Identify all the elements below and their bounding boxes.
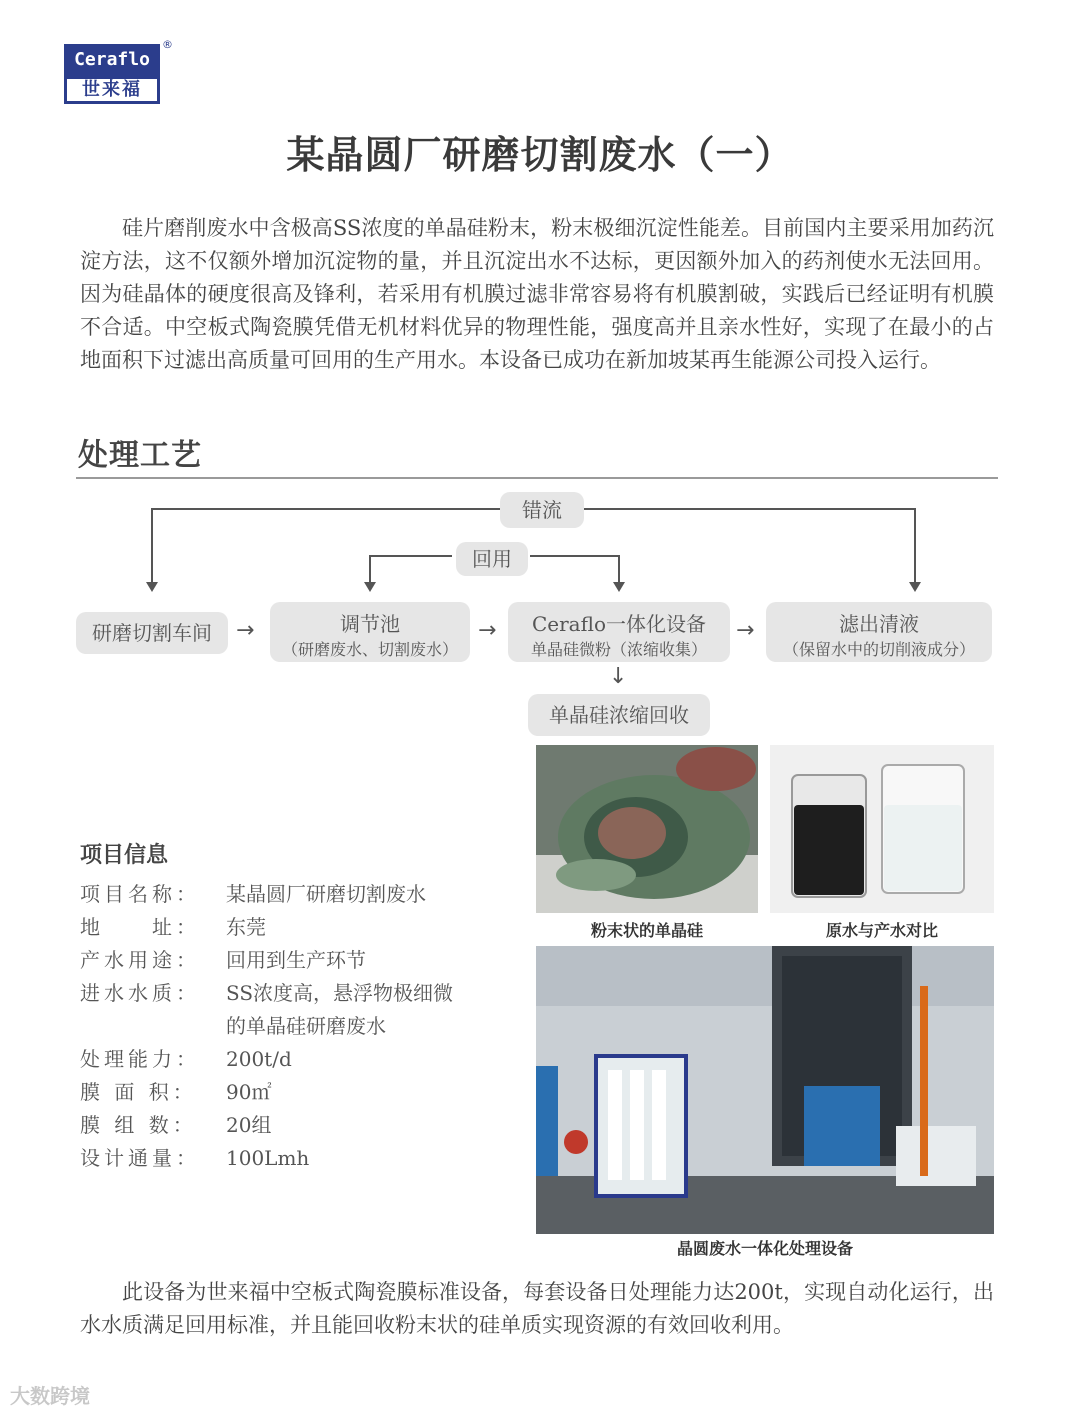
flow-step-workshop: 研磨切割车间 [76, 612, 228, 654]
info-key: 处理能力： [80, 1047, 200, 1071]
flow-label-reuse: 回用 [456, 542, 528, 576]
project-info-heading: 项目信息 [80, 842, 169, 868]
info-value: 200t/d [226, 1047, 292, 1071]
logo-wordmark: Ceraflo [64, 44, 160, 76]
info-key: 膜 面 积： [80, 1080, 197, 1104]
logo-chinese-name: 世来福 [64, 76, 160, 104]
info-key: 项目名称： [80, 882, 200, 906]
comparison-photo-caption: 原水与产水对比 [825, 921, 938, 940]
info-key: 产水用途： [80, 948, 200, 972]
info-value: 90㎡ [226, 1080, 272, 1104]
flow-arrow-3: → [736, 618, 755, 643]
equipment-photo-caption: 晶圆废水一体化处理设备 [676, 1239, 853, 1258]
info-value: 20组 [226, 1113, 272, 1137]
flow-label-cross-flow: 错流 [500, 492, 584, 528]
treatment-equipment-photo [536, 946, 994, 1234]
flow-step-ceraflo-unit [508, 602, 730, 662]
section-title: 处理工艺 [78, 438, 202, 473]
powder-photo-caption: 粉末状的单晶硅 [590, 921, 703, 940]
info-value: 某晶圆厂研磨切割废水 [226, 882, 426, 906]
flow-step3-main: Ceraflo一体化设备 [531, 612, 706, 636]
info-key: 地 址： [80, 915, 200, 939]
intro-paragraph: 硅片磨削废水中含极高SS浓度的单晶硅粉末，粉末极细沉淀性能差。目前国内主要采用加药沉淀方法，这不仅额外增加沉淀物的量，并且沉淀出水不达标，更因额外加入的药剂使水无法回用。因为硅晶体的硬度很高及锋利，若采用有机膜过滤非常容易将有机膜割破，实践后已经证明有机膜不合适。中空板式陶瓷膜凭借无机材料优异的物理性能，强度高并且亲水性好，实现了在最小的占地面积下过滤出高质量可回用的生产用水。本设备已成功在新加坡某再生能源公司投入运行。 [80, 216, 994, 372]
flow-arrow-2: → [478, 618, 497, 643]
closing-paragraph: 此设备为世来福中空板式陶瓷膜标准设备，每套设备日处理能力达200t，实现自动化运行，出水水质满足回用标准，并且能回收粉末状的硅单质实现资源的有效回收利用。 [80, 1280, 994, 1337]
info-key: 膜 组 数： [80, 1113, 197, 1137]
watermark-text: 大数跨境 [10, 1384, 90, 1408]
powder-silicon-photo [536, 745, 758, 913]
flow-arrow-down: ↓ [609, 664, 628, 689]
info-key: 设计通量： [80, 1146, 200, 1170]
info-value: 回用到生产环节 [226, 948, 366, 972]
registered-mark: ® [162, 38, 173, 51]
info-value: 东莞 [226, 915, 266, 939]
info-key: 进水水质： [80, 981, 200, 1005]
flow-step3-sub: 单晶硅微粉（浓缩收集） [530, 640, 707, 659]
flow-step4-sub: （保留水中的切削液成分） [782, 640, 975, 659]
info-value: 100Lmh [226, 1146, 310, 1170]
watermark [10, 1380, 90, 1409]
flow-step-recovery: 单晶硅浓缩回收 [528, 694, 710, 736]
flow-step4-main: 滤出清液 [839, 612, 919, 636]
info-value: SS浓度高，悬浮物极细微的单晶硅研磨废水 [226, 981, 454, 1038]
flow-arrow-1: → [236, 618, 255, 643]
water-comparison-photo [770, 745, 994, 913]
flow-step-regulating-tank [270, 602, 470, 662]
flow-step2-sub: （研磨废水、切割废水） [281, 640, 458, 659]
flow-step-filtrate [766, 602, 992, 662]
page-title: 某晶圆厂研磨切割废水（一） [286, 132, 794, 177]
flow-step2-main: 调节池 [340, 612, 400, 636]
